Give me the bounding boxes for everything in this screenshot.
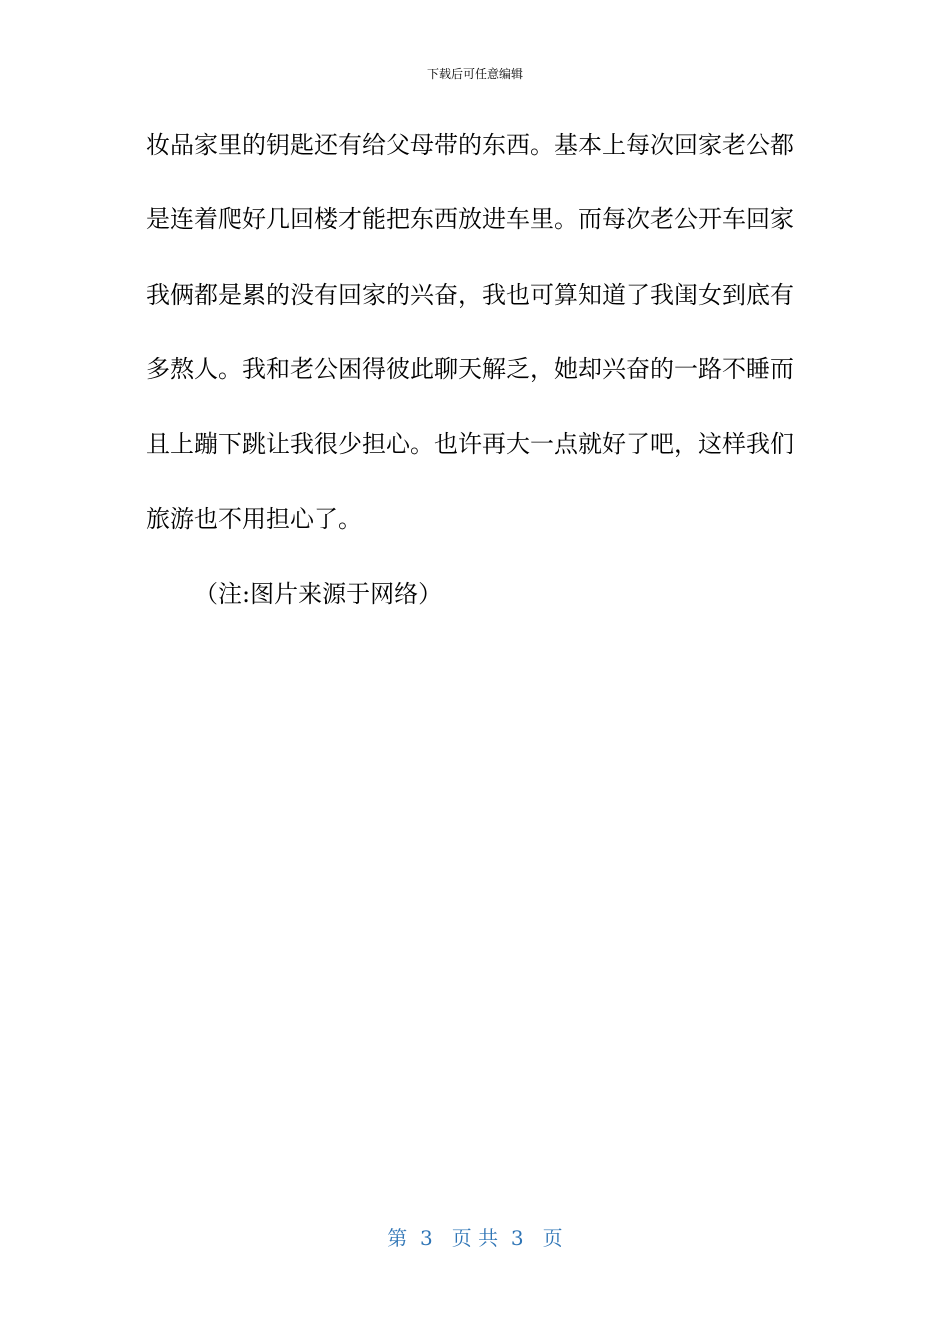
paragraph-line-3: 我俩都是累的没有回家的兴奋，我也可算知道了我闺女到底有 [146, 281, 794, 309]
paragraph-line-4: 多熬人。我和老公困得彼此聊天解乏，她却兴奋的一路不睡而 [146, 355, 794, 383]
paragraph-line-5: 且上蹦下跳让我很少担心。也许再大一点就好了吧，这样我们 [146, 430, 794, 458]
page-header: 下载后可任意编辑 [426, 67, 523, 81]
image-source-note: （注:图片来源于网络） [194, 580, 443, 608]
page-number-footer: 第 3 页 共 3 页 [387, 1226, 563, 1250]
paragraph-line-6: 旅游也不用担心了。 [146, 505, 362, 533]
paragraph-line-1: 妆品家里的钥匙还有给父母带的东西。基本上每次回家老公都 [146, 131, 794, 159]
paragraph-line-2: 是连着爬好几回楼才能把东西放进车里。而每次老公开车回家 [146, 205, 794, 233]
